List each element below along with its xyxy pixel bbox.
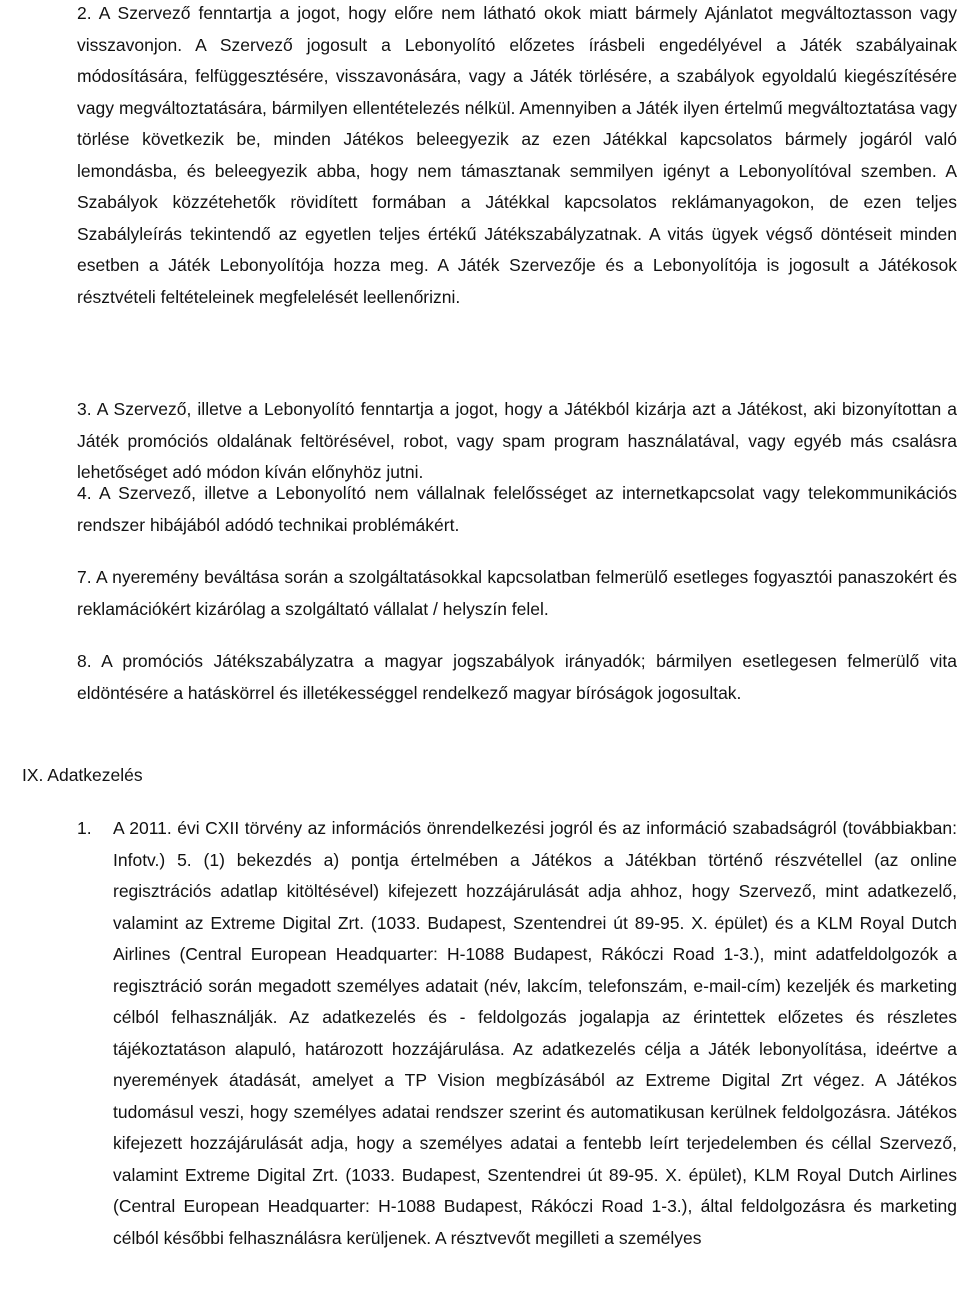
paragraph-4 (77, 478, 957, 541)
paragraph-number: 8. (77, 651, 92, 671)
list-item-number: 1. (77, 818, 92, 838)
paragraph-7 (77, 562, 957, 625)
section-heading: IX. Adatkezelés (22, 765, 143, 785)
paragraph-text: A Szervező, illetve a Lebonyolító fenntartja a jogot, hogy a Játékból kizárja azt a Játékost, aki bizonyítottan a Játék promóciós oldalának feltörésével, robot, vagy spam program használatával, vagy egyéb más csalásra lehetőséget adó módon kíván előnyhöz jutni. (77, 399, 957, 482)
paragraph-text: A promóciós Játékszabályzatra a magyar jogszabályok irányadók; bármilyen esetlegesen felmerülő vita eldöntésére a hatáskörrel és illetékességgel rendelkező magyar bíróságok jogosultak. (77, 651, 957, 703)
paragraph-number: 7. (77, 567, 92, 587)
paragraph-3 (77, 394, 957, 489)
paragraph-number: 3. (77, 399, 92, 419)
paragraph-number: 2. (77, 3, 92, 23)
paragraph-text: A Szervező fenntartja a jogot, hogy előre nem látható okok miatt bármely Ajánlatot megváltoztasson vagy visszavonjon. A Szervező jogosult a Lebonyolító előzetes írásbeli engedélyével a Játék szabályainak módosítására, felfüggesztésére, visszavonására, vagy a Játék törlésére, a szabályok egyoldalú kiegészítésére vagy megváltoztatására, bármilyen ellentételezés nélkül. Amennyiben a Játék ilyen értelmű megváltoztatása vagy törlése következik be, minden Játékos beleegyezik az ezen Játékkal kapcsolatos bármely jogáról való lemondásba, és beleegyezik abba, hogy nem támasztanak semmilyen igényt a Lebonyolítóval szemben. A Szabályok közzétehetők rövidített formában a Játékkal kapcsolatos reklámanyagokon, de ezen teljes Szabályleírás tekintendő az egyetlen teljes értékű Játékszabályzatnak. A vitás ügyek végső döntéseit minden esetben a Játék Lebonyolítója hozza meg. A Játék Szervezője és a Lebonyolítója is jogosult a Játékosok résztvételi feltételeinek megfelelését leellenőrizni. (77, 3, 957, 307)
paragraph-2 (77, 0, 957, 313)
list-item-text: A 2011. évi CXII törvény az információs önrendelkezési jogról és az információ szabadságról (továbbiakban: Infotv.) 5. (1) bekezdés a) pontja értelmében a Játékos a Játékban történő részvétellel (az online regisztrációs adatlap kitöltésével) kifejezett hozzájárulását adja ahhoz, hogy Szervező, mint adatkezelő, valamint az Extreme Digital Zrt. (1033. Budapest, Szentendrei út 89-95. X. épület) és a KLM Royal Dutch Airlines (Central European Headquarter: H-1088 Budapest, Rákóczi Road 1-3.), mint adatfeldolgozók a regisztráció során megadott személyes adatait (név, lakcím, telefonszám, e-mail-cím) kezeljék és marketing célból felhasználják. Az adatkezelés és - feldolgozás jogalapja az érintettek előzetes és részletes tájékoztatáson alapuló, határozott hozzájárulása. Az adatkezelés célja a Játék lebonyolítása, ideértve a nyeremények átadását, amelyet a TP Vision megbízásából az Extreme Digital Zrt végez. A Játékos tudomásul veszi, hogy személyes adatai rendszer szerint és automatikusan kerülnek feldolgozásra. Játékos kifejezett hozzájárulását adja, hogy a személyes adatai a fentebb leírt terjedelemben és céllal Szervező, valamint Extreme Digital Zrt. (1033. Budapest, Szentendrei út 89-95. X. épület), KLM Royal Dutch Airlines (Central European Headquarter: H-1088 Budapest, Rákóczi Road 1-3.), által feldolgozásra és marketing célból későbbi felhasználásra kerüljenek. A résztvevőt megilleti a személyes (113, 818, 957, 1248)
paragraph-number: 4. (77, 483, 92, 503)
paragraph-8 (77, 646, 957, 709)
paragraph-text: A Szervező, illetve a Lebonyolító nem vállalnak felelősséget az internetkapcsolat vagy telekommunikációs rendszer hibájából adódó technikai problémákért. (77, 483, 957, 535)
paragraph-text: A nyeremény beváltása során a szolgáltatásokkal kapcsolatban felmerülő esetleges fogyasztói panaszokért és reklamációkért kizárólag a szolgáltató vállalat / helyszín felel. (77, 567, 957, 619)
